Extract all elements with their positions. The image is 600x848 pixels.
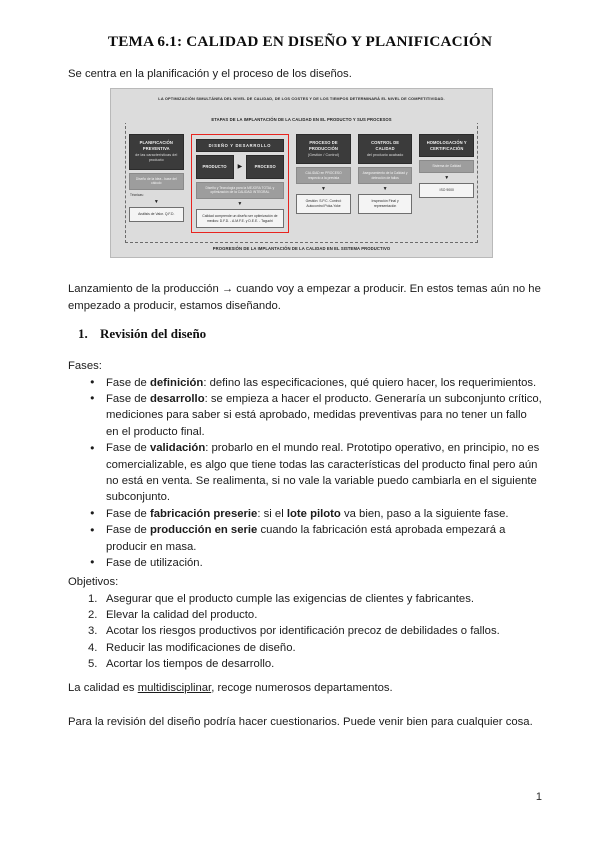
down-arrow-icon: ▼ — [444, 174, 450, 181]
diagram-banner-text: LA OPTIMIZACIÓN SIMULTÁNEA DEL NIVEL DE CALIDAD, DE LOS COSTES Y DE LOS TIEMPOS DETERMINARÁ EL NIVEL DE COMPETITIVIDAD. — [158, 96, 445, 101]
proceso-de-produccion-title: PROCESO DE PRODUCCIÓN — [309, 140, 338, 151]
list-item: Acotar los riesgos productivos por identificación precoz de debilidades o fallos. — [106, 625, 500, 638]
fase-lead: Fase de — [106, 376, 150, 389]
fases-label: Fases: — [68, 360, 102, 372]
fase-bold-term: producción en serie — [149, 524, 258, 537]
control-de-calidad-light: Inspección Final y representación — [358, 194, 413, 214]
planificacion-preventiva-subtitle: de las características del producto — [135, 152, 178, 163]
diagram-bottom-flow-label: PROGRESIÓN DE LA IMPLANTACIÓN DE LA CALIDAD EN EL SISTEMA PRODUCTIVO — [111, 245, 492, 252]
fase-rest: : se empieza a hacer el producto. Generaría un subconjunto crítico, mediciones para saber si está aprobado, medidas preventivas para no tener un fallo en el producto final. — [106, 392, 542, 438]
fase-bold-term: definición — [149, 376, 204, 389]
calidad-underlined-term: multidisciplinar — [137, 682, 212, 694]
down-arrow-icon: ▼ — [237, 200, 243, 207]
homologacion-y-certificacion-mid: Sistema de Calidad — [419, 160, 474, 173]
planificacion-preventiva-light: Análisis de Valor. Q.F.D. — [129, 207, 184, 222]
fase-lead: Fase de — [106, 507, 150, 520]
intro-paragraph: Se centra en la planificación y el proceso de los diseños. — [68, 68, 352, 80]
diseno-y-desarrollo-light: Calidad comprende un diseño ser optimización de medios: D.F.D. - A.M.F.E. y D.E.E. - Taguchi — [196, 209, 285, 229]
homologacion-y-certificacion-title: HOMOLOGACIÓN Y CERTIFICACIÓN — [426, 140, 467, 151]
proceso-de-produccion-mid: CALIDAD en PROCESO respecto a la prevista — [296, 167, 351, 184]
list-item — [68, 440, 542, 506]
control-de-calidad-title: CONTROL DE CALIDAD — [371, 140, 400, 151]
lanzamiento-paragraph: Lanzamiento de la producción → cuando voy a empezar a producir. En estos temas aún no he empezado a producir, estamos diseñando. — [68, 283, 541, 312]
control-de-calidad-box — [358, 134, 413, 164]
down-arrow-icon: ▼ — [153, 199, 159, 206]
fase-rest-2: va bien, paso a la siguiente fase. — [340, 507, 509, 520]
diseno-y-desarrollo-mid: Diseño y Tecnología para la MEJORA TOTAL y optimización de la CALIDAD INTEGRAL — [196, 182, 285, 199]
section-title: Revisión del diseño — [100, 326, 207, 341]
diseno-y-desarrollo-highlight-box — [191, 134, 290, 233]
homologacion-y-certificacion-light: ISO 9000 — [419, 183, 474, 198]
fase-bold-term-2: lote piloto — [286, 507, 341, 520]
planificacion-preventiva-mid: Diseño de la idea - base del cálculo — [129, 173, 184, 190]
quality-implementation-diagram — [110, 88, 493, 258]
objetivos-label: Objetivos: — [68, 576, 119, 588]
calidad-post-text: , recoge numerosos departamentos. — [211, 682, 393, 694]
fase-bold-term: validación — [149, 442, 206, 455]
calidad-pre-text: La calidad es — [68, 682, 138, 694]
proceso-box: PROCESO — [246, 155, 284, 179]
fase-lead: Fase de — [106, 524, 150, 537]
fase-lead: Fase de — [106, 442, 150, 455]
diagram-column-planificacion-preventiva — [129, 134, 184, 222]
page-title: TEMA 6.1: CALIDAD EN DISEÑO Y PLANIFICACIÓN — [107, 33, 493, 50]
fase-bold-term: fabricación preserie — [149, 507, 258, 520]
planificacion-preventiva-tecnicas-label: Técnicas: — [130, 193, 144, 198]
diagram-column-diseno-y-desarrollo — [191, 134, 290, 233]
list-item: Asegurar que el producto cumple las exigencias de clientes y fabricantes. — [106, 592, 474, 605]
diagram-top-flow-label: ETAPAS DE LA IMPLANTACIÓN DE LA CALIDAD EN EL PRODUCTO Y SUS PROCESOS — [111, 116, 492, 123]
diagram-columns — [129, 134, 474, 234]
homologacion-y-certificacion-box — [419, 134, 474, 157]
list-item: Acortar los tiempos de desarrollo. — [106, 658, 275, 671]
diseno-y-desarrollo-inner-row — [196, 155, 285, 179]
fase-rest: : defino las especificaciones, qué quiero hacer, los requerimientos. — [203, 376, 537, 389]
list-item: Reducir las modificaciones de diseño. — [106, 641, 296, 654]
revision-cuestionarios-paragraph: Para la revisión del diseño podría hacer cuestionarios. Puede venir bien para cualquier cosa. — [68, 716, 533, 728]
objetivos-list — [68, 591, 542, 673]
diseno-y-desarrollo-title: DISEÑO Y DESARROLLO — [196, 139, 285, 152]
down-arrow-icon: ▼ — [321, 186, 326, 193]
control-de-calidad-subtitle: del producto acabado — [366, 152, 404, 157]
list-item — [68, 375, 542, 391]
planificacion-preventiva-title: PLANIFICACIÓN PREVENTIVA — [139, 140, 173, 151]
down-arrow-icon: ▼ — [382, 186, 388, 193]
list-item — [68, 555, 542, 571]
fase-lead: Fase de utilización. — [106, 556, 203, 569]
section-heading-revision-del-diseno — [68, 326, 542, 342]
fase-lead: Fase de — [106, 392, 150, 405]
fases-list — [68, 375, 542, 572]
list-item — [68, 506, 542, 522]
right-arrow-icon: ▶ — [237, 163, 243, 170]
planificacion-preventiva-box — [129, 134, 184, 170]
control-de-calidad-mid: Aseguramiento de la Calidad y detección de fallos — [358, 167, 413, 184]
proceso-de-produccion-box — [296, 134, 351, 164]
diagram-column-control-de-calidad — [358, 134, 413, 214]
fase-rest: : probarlo en el mundo real. Prototipo operativo, en principio, no es comercializable, es algo que tiene todas las características del producto final pero aún no está en venta. Se realimenta, si no vale la variable puedo cambiarla en el siguiente subconjunto. — [106, 442, 540, 504]
fase-rest: cuando la fabricación está aprobada empezará a producir en masa. — [106, 524, 506, 553]
page-number: 1 — [535, 791, 542, 803]
diagram-column-proceso-de-produccion — [296, 134, 351, 214]
fase-rest: : si el — [257, 507, 287, 520]
calidad-multidisciplinar-paragraph — [68, 680, 542, 697]
list-item — [68, 391, 542, 440]
diagram-column-homologacion-y-certificacion — [419, 134, 474, 198]
producto-box: PRODUCTO — [196, 155, 234, 179]
proceso-de-produccion-light: Gestión: S.P.C. Control: Autocontrol Poka-Yoke — [296, 194, 351, 214]
proceso-de-produccion-subtitle: (Gestión / Control) — [307, 152, 340, 157]
list-item — [68, 522, 542, 555]
list-item: Elevar la calidad del producto. — [106, 608, 258, 621]
section-number: 1. — [78, 326, 88, 341]
fase-bold-term: desarrollo — [149, 392, 205, 405]
